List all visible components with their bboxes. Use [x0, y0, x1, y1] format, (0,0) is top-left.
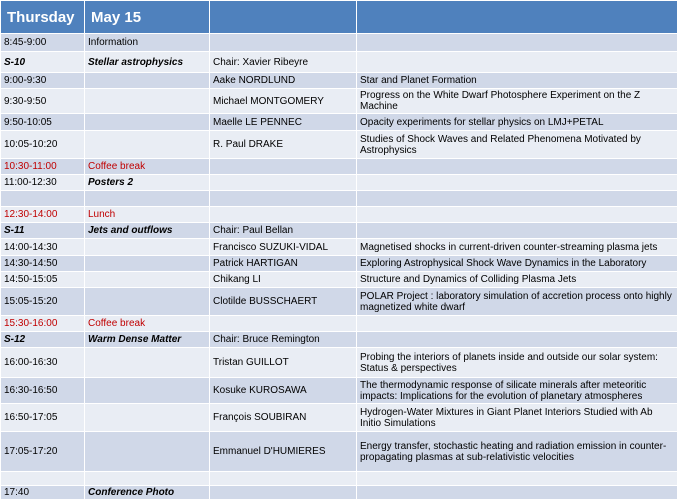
time-cell: 14:50-15:05: [1, 272, 85, 288]
date-header: May 15: [85, 1, 210, 34]
table-row: [1, 348, 677, 378]
speaker-cell: Francisco SUZUKI-VIDAL: [210, 239, 357, 256]
session-chair: Chair: Bruce Remington: [210, 332, 357, 348]
empty-cell: [210, 486, 357, 500]
title-cell: Progress on the White Dwarf Photosphere Experiment on the Z Machine: [357, 89, 677, 114]
title-cell: [357, 52, 677, 73]
session-row: [1, 52, 677, 73]
empty-cell: [85, 114, 210, 131]
empty-cell: [357, 486, 677, 500]
empty-cell: [1, 191, 85, 207]
info-cell: Information: [85, 34, 210, 52]
break-row: [1, 159, 677, 175]
time-cell: 10:30-11:00: [1, 159, 85, 175]
speaker-cell: Clotilde BUSSCHAERT: [210, 288, 357, 316]
table-row: [1, 131, 677, 159]
title-cell: Energy transfer, stochastic heating and radiation emission in counter-propagating plasmas at sub-relativistic velocities: [357, 432, 677, 472]
session-code: S-11: [1, 223, 85, 239]
title-cell: Star and Planet Formation: [357, 73, 677, 89]
empty-cell: [210, 175, 357, 191]
empty-cell: [357, 159, 677, 175]
title-cell: POLAR Project : laboratory simulation of accretion process onto highly magnetized white dwarf: [357, 288, 677, 316]
speaker-cell: Michael MONTGOMERY: [210, 89, 357, 114]
time-cell: 16:30-16:50: [1, 378, 85, 404]
header-cell: [357, 1, 677, 34]
speaker-cell: Patrick HARTIGAN: [210, 256, 357, 272]
empty-cell: [85, 89, 210, 114]
empty-cell: [85, 404, 210, 432]
table-row: [1, 114, 677, 131]
time-cell: 15:30-16:00: [1, 316, 85, 332]
title-cell: Structure and Dynamics of Colliding Plasma Jets: [357, 272, 677, 288]
session-title: Stellar astrophysics: [85, 52, 210, 73]
time-cell: 8:45-9:00: [1, 34, 85, 52]
empty-cell: [85, 348, 210, 378]
time-cell: 15:05-15:20: [1, 288, 85, 316]
title-cell: [357, 223, 677, 239]
session-title: Jets and outflows: [85, 223, 210, 239]
session-code: S-12: [1, 332, 85, 348]
table-row: [1, 34, 677, 52]
session-chair: Chair: Paul Bellan: [210, 223, 357, 239]
empty-cell: [85, 131, 210, 159]
title-cell: Studies of Shock Waves and Related Phenomena Motivated by Astrophysics: [357, 131, 677, 159]
empty-cell: [357, 472, 677, 486]
empty-cell: [357, 207, 677, 223]
title-cell: Exploring Astrophysical Shock Wave Dynamics in the Laboratory: [357, 256, 677, 272]
table-row: [1, 272, 677, 288]
header-cell: [210, 1, 357, 34]
empty-cell: [357, 316, 677, 332]
empty-cell: [210, 472, 357, 486]
speaker-cell: [210, 34, 357, 52]
session-row: [1, 332, 677, 348]
time-cell: 17:05-17:20: [1, 432, 85, 472]
table-row: [1, 191, 677, 207]
time-cell: 16:00-16:30: [1, 348, 85, 378]
break-row: [1, 207, 677, 223]
speaker-cell: Aake NORDLUND: [210, 73, 357, 89]
title-cell: [357, 332, 677, 348]
table-row: [1, 432, 677, 472]
time-cell: 17:40: [1, 486, 85, 500]
lunch-label: Lunch: [85, 207, 210, 223]
title-cell: Opacity experiments for stellar physics on LMJ+PETAL: [357, 114, 677, 131]
speaker-cell: Emmanuel D'HUMIERES: [210, 432, 357, 472]
table-row: [1, 472, 677, 486]
table-row: [1, 239, 677, 256]
table-row: [1, 288, 677, 316]
empty-cell: [210, 207, 357, 223]
title-cell: Magnetised shocks in current-driven counter-streaming plasma jets: [357, 239, 677, 256]
photo-label: Conference Photo: [85, 486, 210, 500]
table-row: [1, 378, 677, 404]
speaker-cell: Chikang LI: [210, 272, 357, 288]
empty-cell: [85, 272, 210, 288]
empty-cell: [85, 432, 210, 472]
table-row: [1, 486, 677, 500]
table-row: [1, 175, 677, 191]
session-code: S-10: [1, 52, 85, 73]
speaker-cell: Maelle LE PENNEC: [210, 114, 357, 131]
empty-cell: [210, 191, 357, 207]
break-label: Coffee break: [85, 159, 210, 175]
empty-cell: [85, 73, 210, 89]
empty-cell: [85, 288, 210, 316]
session-title: Warm Dense Matter: [85, 332, 210, 348]
empty-cell: [357, 175, 677, 191]
time-cell: 12:30-14:00: [1, 207, 85, 223]
time-cell: 16:50-17:05: [1, 404, 85, 432]
title-cell: [357, 34, 677, 52]
time-cell: 14:30-14:50: [1, 256, 85, 272]
time-cell: 11:00-12:30: [1, 175, 85, 191]
break-row: [1, 316, 677, 332]
session-chair: Chair: Xavier Ribeyre: [210, 52, 357, 73]
time-cell: 9:50-10:05: [1, 114, 85, 131]
empty-cell: [85, 239, 210, 256]
time-cell: 10:05-10:20: [1, 131, 85, 159]
speaker-cell: R. Paul DRAKE: [210, 131, 357, 159]
time-cell: 9:00-9:30: [1, 73, 85, 89]
posters-label: Posters 2: [85, 175, 210, 191]
title-cell: Probing the interiors of planets inside and outside our solar system: Status & perspectives: [357, 348, 677, 378]
table-row: [1, 404, 677, 432]
empty-cell: [85, 378, 210, 404]
table-row: [1, 73, 677, 89]
speaker-cell: François SOUBIRAN: [210, 404, 357, 432]
time-cell: 14:00-14:30: [1, 239, 85, 256]
empty-cell: [85, 191, 210, 207]
speaker-cell: Tristan GUILLOT: [210, 348, 357, 378]
empty-cell: [85, 256, 210, 272]
header-row: [1, 1, 677, 34]
title-cell: Hydrogen-Water Mixtures in Giant Planet Interiors Studied with Ab Initio Simulations: [357, 404, 677, 432]
empty-cell: [1, 472, 85, 486]
empty-cell: [357, 191, 677, 207]
table-row: [1, 89, 677, 114]
empty-cell: [210, 316, 357, 332]
day-header: Thursday: [1, 1, 85, 34]
title-cell: The thermodynamic response of silicate minerals after meteoritic impacts: Implications for the evolution of planetary atmospheres: [357, 378, 677, 404]
empty-cell: [85, 472, 210, 486]
empty-cell: [210, 159, 357, 175]
speaker-cell: Kosuke KUROSAWA: [210, 378, 357, 404]
time-cell: 9:30-9:50: [1, 89, 85, 114]
table-row: [1, 256, 677, 272]
break-label: Coffee break: [85, 316, 210, 332]
session-row: [1, 223, 677, 239]
